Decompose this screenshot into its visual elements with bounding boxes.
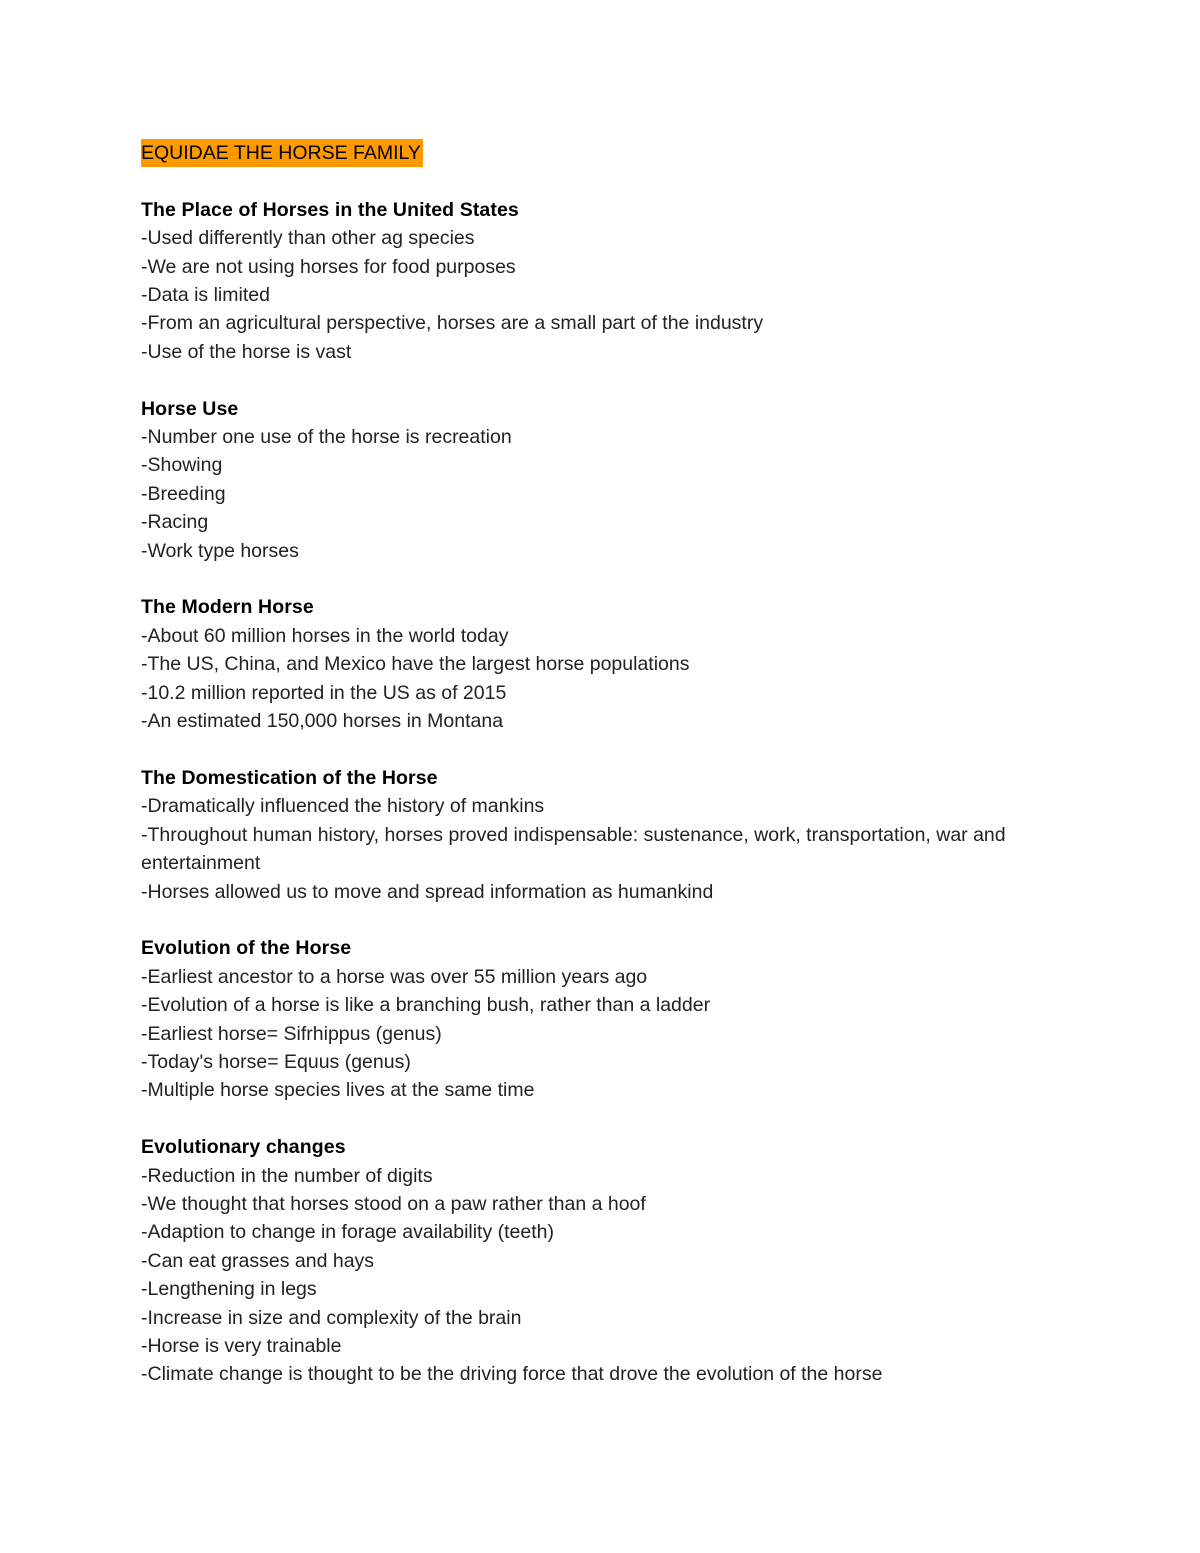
bullet-line: -Can eat grasses and hays <box>141 1249 375 1272</box>
bullet-line: -About 60 million horses in the world today <box>141 624 509 647</box>
section-heading: The Place of Horses in the United States <box>141 198 519 221</box>
bullet-line: -Horse is very trainable <box>141 1334 342 1357</box>
bullet-line: -Evolution of a horse is like a branching bush, rather than a ladder <box>141 994 711 1017</box>
bullet-line: -Use of the horse is vast <box>141 340 352 363</box>
section-heading: Evolutionary changes <box>141 1136 346 1159</box>
bullet-line: -Used differently than other ag species <box>141 227 475 250</box>
document-page <box>141 139 1071 1417</box>
bullet-line: -Horses allowed us to move and spread information as humankind <box>141 880 714 903</box>
bullet-line: -Breeding <box>141 482 226 505</box>
bullet-line: -Adaption to change in forage availability (teeth) <box>141 1221 555 1244</box>
bullet-line: -From an agricultural perspective, horses are a small part of the industry <box>141 312 764 335</box>
bullet-line: -Dramatically influenced the history of mankins <box>141 795 545 818</box>
bullet-line: -Reduction in the number of digits <box>141 1164 433 1187</box>
bullet-line: -Earliest horse= Sifrhippus (genus) <box>141 1022 442 1045</box>
bullet-line: -Number one use of the horse is recreation <box>141 426 512 449</box>
document-sections <box>141 196 1071 1389</box>
section <box>141 593 1071 735</box>
section <box>141 395 1071 565</box>
bullet-line: -10.2 million reported in the US as of 2015 <box>141 681 507 704</box>
section-heading: The Domestication of the Horse <box>141 766 438 789</box>
bullet-line: -Racing <box>141 511 209 534</box>
section <box>141 934 1071 1104</box>
bullet-line: -Data is limited <box>141 284 270 307</box>
bullet-line: -Lengthening in legs <box>141 1278 317 1301</box>
section-heading: Evolution of the Horse <box>141 937 352 960</box>
section-heading: Horse Use <box>141 397 239 420</box>
section <box>141 764 1071 906</box>
document-title: EQUIDAE THE HORSE FAMILY <box>141 139 423 167</box>
bullet-line: -Showing <box>141 454 223 477</box>
bullet-line: -An estimated 150,000 horses in Montana <box>141 710 504 733</box>
bullet-line: -Today's horse= Equus (genus) <box>141 1050 411 1073</box>
bullet-line: -Earliest ancestor to a horse was over 55 million years ago <box>141 965 648 988</box>
bullet-line: -Work type horses <box>141 539 299 562</box>
section-heading: The Modern Horse <box>141 596 314 619</box>
bullet-line: -Throughout human history, horses proved indispensable: sustenance, work, transportation, war and entertainment <box>141 823 1006 875</box>
section <box>141 1133 1071 1389</box>
bullet-line: -We are not using horses for food purposes <box>141 255 516 278</box>
bullet-line: -Climate change is thought to be the driving force that drove the evolution of the horse <box>141 1363 883 1386</box>
section <box>141 196 1071 366</box>
bullet-line: -We thought that horses stood on a paw rather than a hoof <box>141 1192 646 1215</box>
bullet-line: -The US, China, and Mexico have the largest horse populations <box>141 653 690 676</box>
bullet-line: -Multiple horse species lives at the same time <box>141 1079 535 1102</box>
bullet-line: -Increase in size and complexity of the brain <box>141 1306 522 1329</box>
